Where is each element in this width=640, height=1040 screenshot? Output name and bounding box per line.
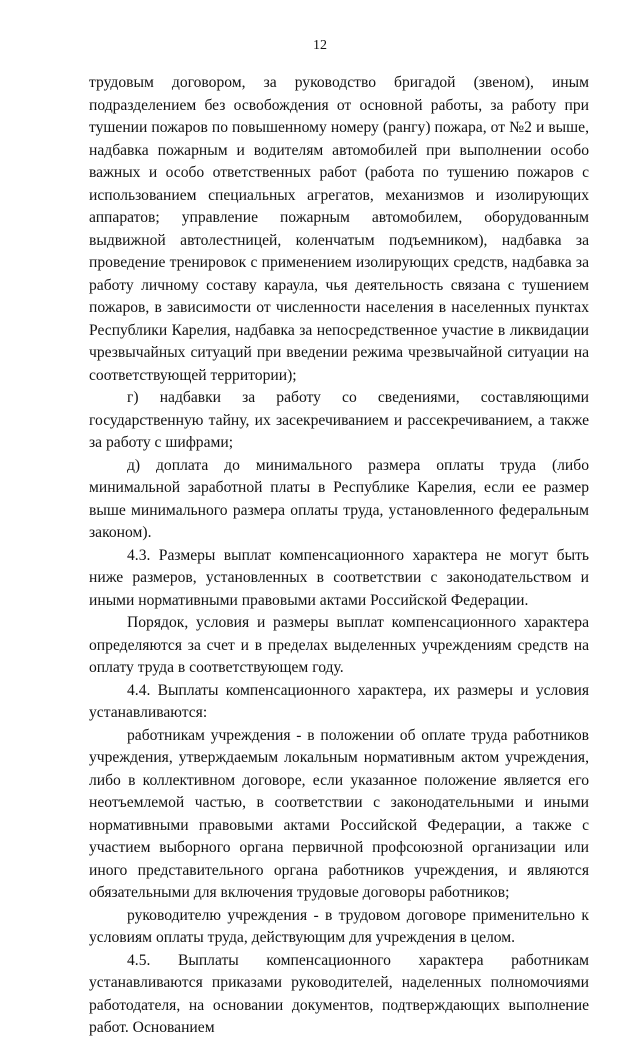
paragraph: 4.5. Выплаты компенсационного характера работникам устанавливаются приказами руководителей, наделенных полномочиями работодателя, на основании документов, подтверждающих выполнение работ. Основанием: [89, 951, 589, 1036]
document-body: [89, 72, 589, 1040]
paragraph: Порядок, условия и размеры выплат компенсационного характера определяются за счет и в пределах выделенных учреждениям средств на оплату труда в соответствующем году.: [89, 614, 589, 676]
paragraph: г) надбавки за работу со сведениями, составляющими государственную тайну, их засекречиванием и рассекречиванием, а также за работу с шифрами;: [89, 389, 589, 451]
page-number: 12: [313, 38, 327, 53]
paragraph: руководителю учреждения - в трудовом договоре применительно к условиям оплаты труда, действующим для учреждения в целом.: [89, 906, 589, 946]
paragraph: работникам учреждения - в положении об оплате труда работников учреждения, утверждаемым локальным нормативным актом учреждения, либо в коллективном договоре, если указанное положение является его неотъемлемой частью, в соответствии с законодательными и иными нормативными правовыми актами Российской Федерации, а также с участием выборного органа первичной профсоюзной организации или иного представительного органа работников учреждения, и являются обязательными для включения трудовые договоры работников;: [89, 726, 589, 901]
paragraph: 4.4. Выплаты компенсационного характера, их размеры и условия устанавливаются:: [89, 681, 589, 721]
paragraph: трудовым договором, за руководство бригадой (звеном), иным подразделением без освобождения от основной работы, за работу при тушении пожаров по повышенному номеру (рангу) пожара, от №2 и выше, надбавка пожарным и водителям автомобилей при выполнении особо важных и особо ответственных работ (работа по тушению пожаров с использованием специальных агрегатов, механизмов и изолирующих аппаратов; управление пожарным автомобилем, оборудованным выдвижной автолестницей, коленчатым подъемником), надбавка за проведение тренировок с применением изолирующих средств, надбавка за работу личному составу караула, чья деятельность связана с тушением пожаров, в зависимости от численности населения в населенных пунктах Республики Карелия, надбавка за непосредственное участие в ликвидации чрезвычайных ситуаций при введении режима чрезвычайной ситуации на соответствующей территории);: [89, 74, 589, 384]
paragraph: д) доплата до минимального размера оплаты труда (либо минимальной заработной платы в Республике Карелия, если ее размер выше минимального размера оплаты труда, установленного федеральным законом).: [89, 456, 589, 541]
paragraph: 4.3. Размеры выплат компенсационного характера не могут быть ниже размеров, установленных в соответствии с законодательством и иными нормативными правовыми актами Российской Федерации.: [89, 546, 589, 609]
